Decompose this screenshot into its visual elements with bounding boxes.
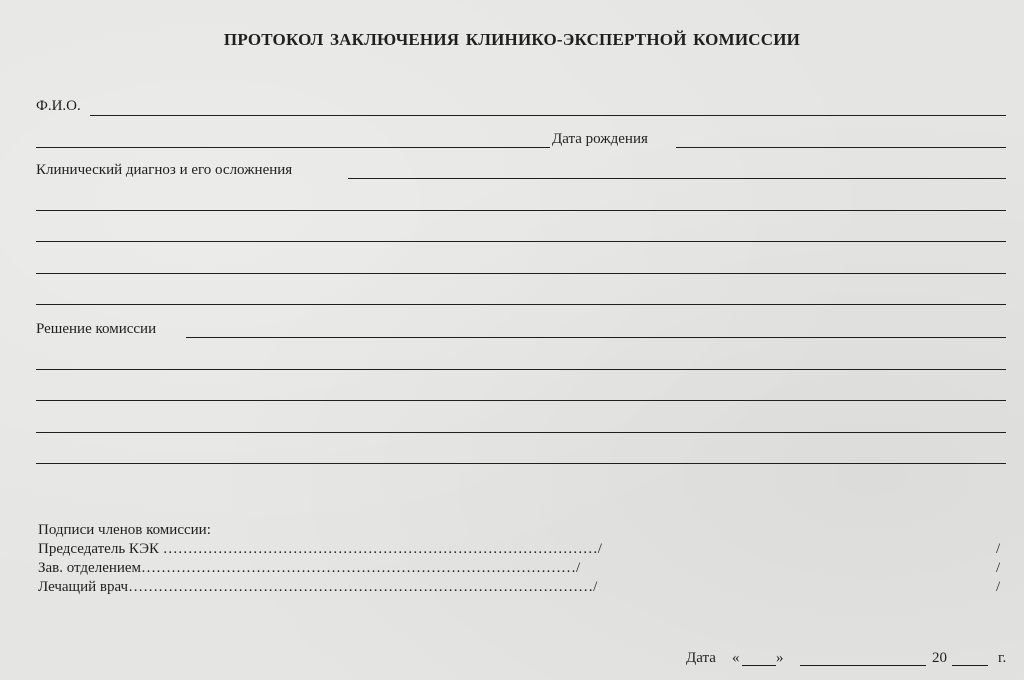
fio-label: Ф.И.О. — [36, 98, 81, 114]
signature-row-doctor[interactable] — [38, 578, 1018, 597]
signatures-heading: Подписи членов комиссии: — [38, 522, 211, 538]
diagnosis-label: Клинический диагноз и его осложнения — [36, 162, 293, 178]
signature-head-label: Зав. отделением……………………………………………………………………………/ — [38, 560, 581, 576]
signatures-heading-row — [38, 521, 1018, 540]
date-label: Дата — [686, 650, 716, 666]
date-century: 20 — [932, 650, 947, 666]
signature-row-head[interactable] — [38, 559, 1018, 578]
decision-field-line[interactable] — [36, 432, 1006, 433]
year-field-line[interactable] — [952, 665, 988, 666]
month-field-line[interactable] — [800, 665, 926, 666]
signature-doctor-label: Лечащий врач…………………………………………………………………………………/ — [38, 579, 598, 595]
date-open-quote: « — [732, 650, 740, 666]
dob-field-line[interactable] — [676, 147, 1006, 148]
decision-field-line[interactable] — [186, 337, 1006, 338]
signature-doctor-end: / — [996, 579, 1001, 595]
signature-row-chair[interactable] — [38, 540, 1018, 559]
signature-chair-label: Председатель КЭК ……………………………………………………………………………/ — [38, 541, 602, 557]
fio-field-line-2[interactable] — [36, 147, 550, 148]
signatures-block — [38, 521, 1018, 597]
diagnosis-field-line[interactable] — [36, 304, 1006, 305]
date-close-quote: » — [776, 650, 784, 666]
signature-head-end: / — [996, 560, 1001, 576]
fio-field-line[interactable] — [90, 115, 1006, 116]
diagnosis-field-line[interactable] — [36, 210, 1006, 211]
diagnosis-field-line[interactable] — [348, 178, 1006, 179]
diagnosis-field-line[interactable] — [36, 273, 1006, 274]
day-field-line[interactable] — [742, 665, 776, 666]
form-title: ПРОТОКОЛ ЗАКЛЮЧЕНИЯ КЛИНИКО-ЭКСПЕРТНОЙ КОМИССИИ — [223, 30, 801, 49]
signature-chair-end: / — [996, 541, 1001, 557]
decision-field-line[interactable] — [36, 400, 1006, 401]
decision-label: Решение комиссии — [36, 321, 157, 337]
decision-field-line[interactable] — [36, 463, 1006, 464]
year-suffix: г. — [998, 650, 1007, 666]
decision-field-line[interactable] — [36, 369, 1006, 370]
diagnosis-field-line[interactable] — [36, 241, 1006, 242]
dob-label: Дата рождения — [552, 131, 648, 147]
